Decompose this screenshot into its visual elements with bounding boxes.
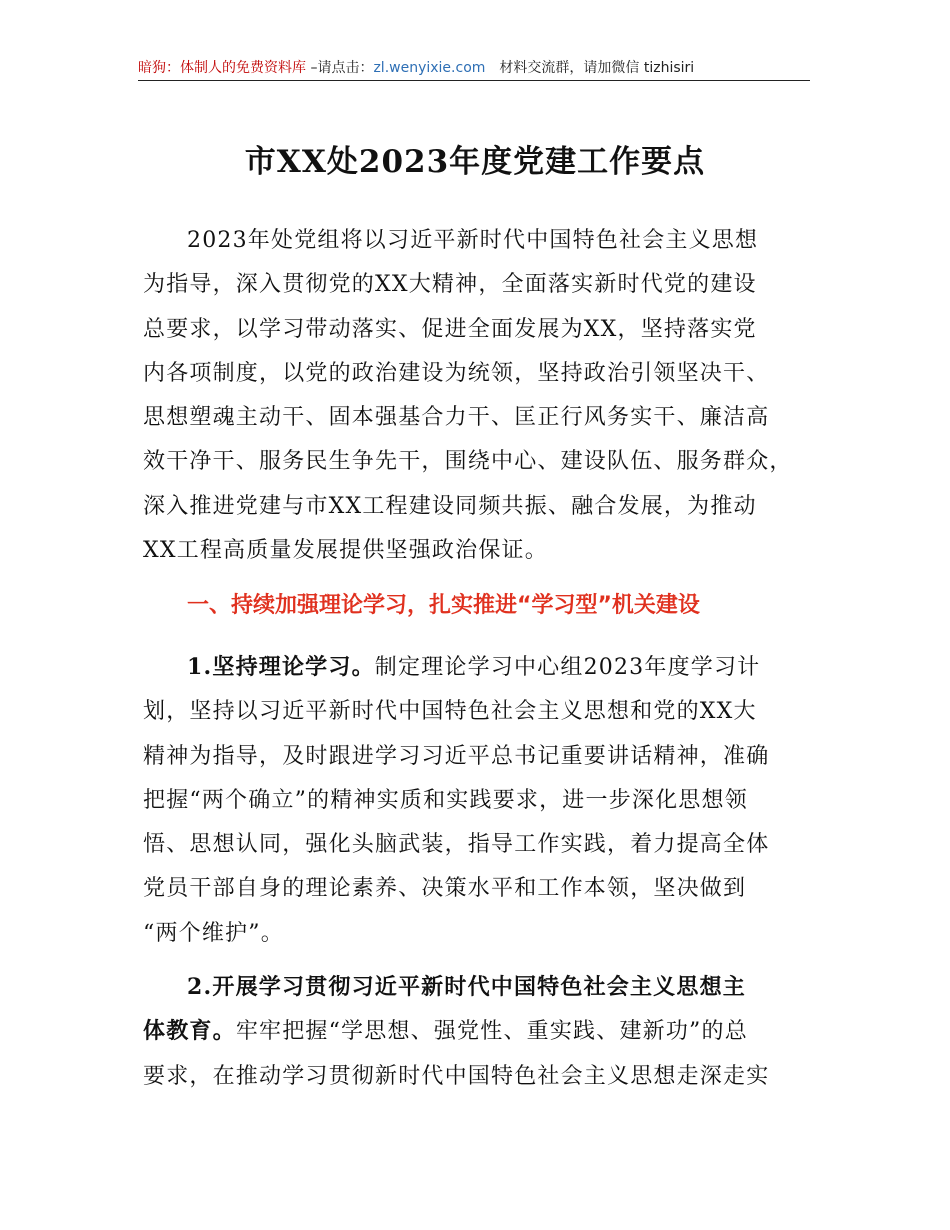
item-1-first-rest: 制定理论学习中心组2023年度学习计 bbox=[374, 655, 761, 680]
item-1-line: “两个维护”。 bbox=[143, 920, 284, 946]
item-1-line: 划，坚持以习近平新时代中国特色社会主义思想和党的XX大 bbox=[143, 699, 757, 725]
intro-line: 深入推进党建与市XX工程建设同频共振、融合发展，为推动 bbox=[143, 493, 757, 519]
intro-line: 效干净干、服务民生争先干，围绕中心、建设队伍、服务群众， bbox=[143, 449, 793, 475]
intro-line: 为指导，深入贯彻党的XX大精神，全面落实新时代党的建设 bbox=[143, 272, 757, 298]
item-2-lead-line: 2.开展学习贯彻习近平新时代中国特色社会主义思想主 bbox=[187, 974, 746, 1000]
intro-line: XX工程高质量发展提供坚强政治保证。 bbox=[143, 538, 548, 564]
item-2-second-line bbox=[143, 1009, 823, 1054]
intro-paragraph bbox=[143, 219, 823, 573]
item-1-lead: 1.坚持理论学习。 bbox=[187, 654, 375, 680]
document-title: 市XX处2023年度党建工作要点 bbox=[244, 144, 706, 180]
item-1-paragraph bbox=[143, 645, 823, 956]
intro-line: 总要求，以学习带动落实、促进全面发展为XX，坚持落实党 bbox=[143, 316, 757, 342]
header-contact: 材料交流群，请加微信 tizhisiri bbox=[499, 60, 695, 76]
header-brand: 暗狗：体制人的免费资料库 bbox=[138, 60, 306, 76]
header-url-link[interactable]: zl.wenyixie.com bbox=[373, 60, 486, 76]
item-2-second-rest: 牢牢把握“学思想、强党性、重实践、建新功”的总 bbox=[235, 1019, 748, 1045]
item-1-line: 党员干部自身的理论素养、决策水平和工作本领，坚决做到 bbox=[143, 876, 747, 902]
page-header bbox=[138, 58, 810, 81]
intro-line: 2023年处党组将以习近平新时代中国特色社会主义思想 bbox=[187, 228, 759, 253]
intro-line: 思想塑魂主动干、固本强基合力干、匡正行风务实干、廉洁高 bbox=[143, 405, 770, 431]
section-heading-1: 一、持续加强理论学习，扎实推进“学习型”机关建设 bbox=[187, 593, 700, 618]
header-prompt: –请点击： bbox=[306, 60, 374, 76]
item-1-first-line bbox=[143, 645, 823, 690]
item-1-line: 精神为指导，及时跟进学习习近平总书记重要讲话精神，准确 bbox=[143, 743, 770, 769]
item-1-line: 把握“两个确立”的精神实质和实践要求，进一步深化思想领 bbox=[143, 787, 748, 813]
intro-line: 内各项制度，以党的政治建设为统领，坚持政治引领坚决干、 bbox=[143, 360, 770, 386]
item-1-line: 悟、思想认同，强化头脑武装，指导工作实践，着力提高全体 bbox=[143, 832, 770, 858]
item-2-lead-end: 体教育。 bbox=[143, 1018, 236, 1045]
item-2-line: 要求，在推动学习贯彻新时代中国特色社会主义思想走深走实 bbox=[143, 1063, 770, 1089]
item-2-paragraph bbox=[143, 965, 823, 1099]
